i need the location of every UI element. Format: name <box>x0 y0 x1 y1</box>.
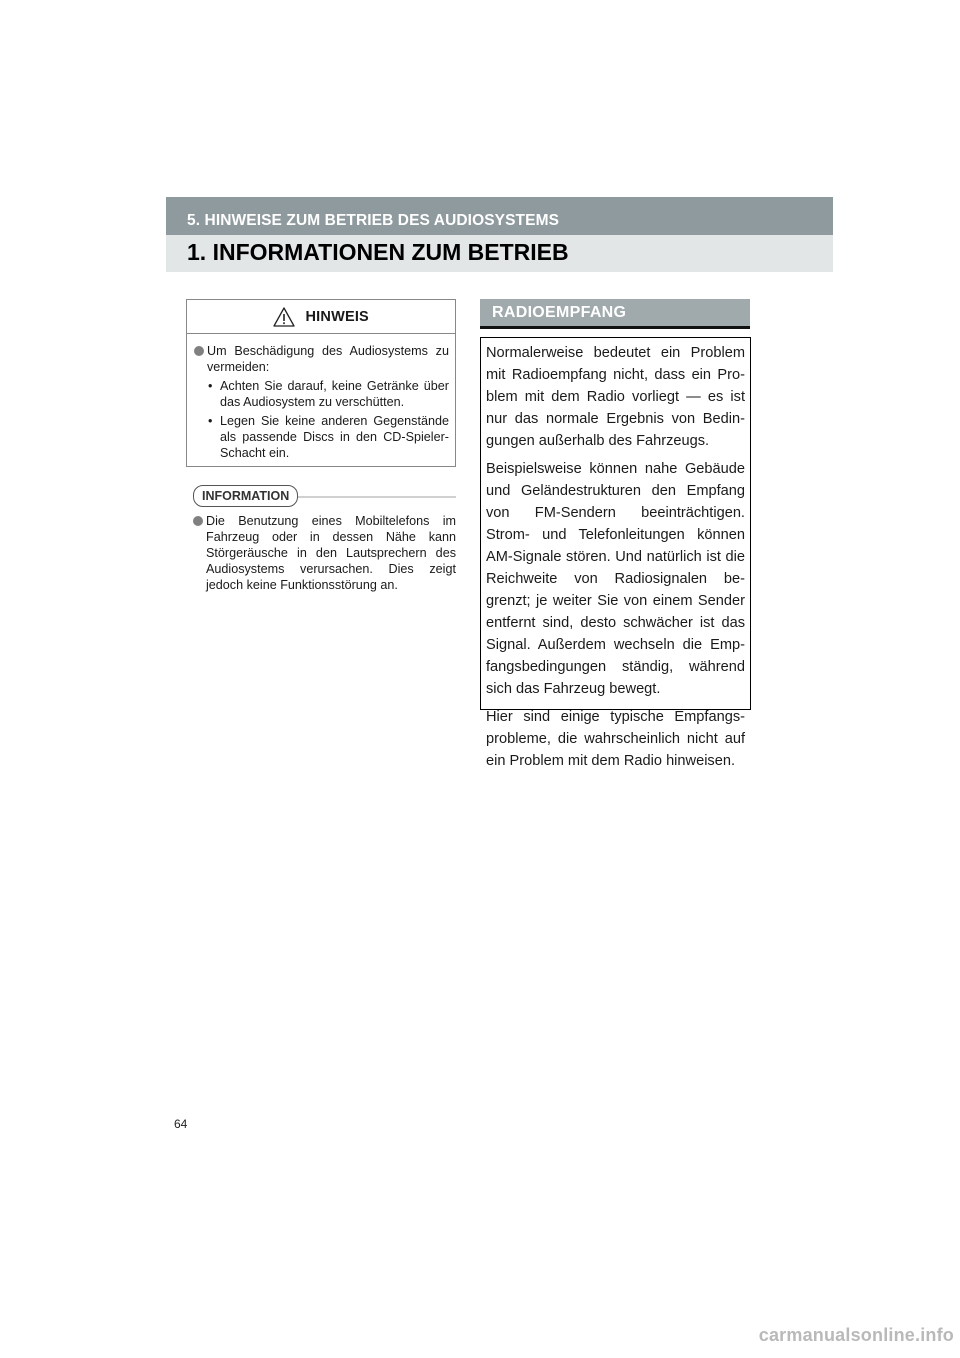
radioempfang-paragraph: Beispielsweise können nahe Gebäude und Geländestrukturen den Empfang von FM-Sendern beeinträchtigen. Strom- und Telefonleitungen können AM-Signale stören. Und natürlich ist die Reichweite von Radiosignalen begrenzt; je weiter Sie von einem Sender entfernt sind, desto schwächer ist das Signal. Außerdem wechseln die Empfangsbedingungen ständig, während sich das Fahrzeug bewegt. <box>486 461 745 697</box>
chapter-header-bar <box>166 197 833 235</box>
sub-bullet-marker: • <box>208 414 213 428</box>
radioempfang-rule <box>480 326 750 329</box>
hinweis-sub-item-text: Achten Sie darauf, keine Getränke über das Audiosystem zu verschütten. <box>220 379 449 409</box>
bullet-dot-icon <box>194 346 204 356</box>
sub-bullet-marker: • <box>208 379 213 393</box>
radioempfang-body <box>486 342 745 778</box>
radioempfang-paragraph: Hier sind einige typische Empfangsprobleme, die wahrscheinlich nicht auf ein Problem mit dem Radio hinweisen. <box>486 709 745 769</box>
radioempfang-box <box>480 337 751 769</box>
radioempfang-title: RADIOEMPFANG <box>492 304 627 321</box>
page-number: 64 <box>174 1117 188 1131</box>
hinweis-bullet <box>194 343 449 375</box>
hinweis-intro: Um Beschädigung des Audiosystems zu vermeiden: <box>207 344 449 374</box>
section-title: 1. INFORMATIONEN ZUM BETRIEB <box>187 239 569 265</box>
section-header-bar <box>166 235 833 272</box>
information-text: Die Benutzung eines Mobiltelefons im Fahrzeug oder in dessen Nähe kann Störgeräusche in den Lautsprechern des Audiosystems verursachen. Dies zeigt jedoch keine Funktionsstörung an. <box>206 514 456 592</box>
hinweis-box <box>186 299 456 467</box>
hinweis-body <box>194 343 449 461</box>
hinweis-sub-item <box>194 413 449 461</box>
hinweis-title: HINWEIS <box>305 309 369 325</box>
hinweis-header <box>187 307 455 329</box>
hinweis-sub-item-text: Legen Sie keine anderen Gegenstände als passende Discs in den CD-Spieler-Schacht ein. <box>220 414 449 460</box>
radioempfang-header <box>480 299 750 326</box>
information-badge: INFORMATION <box>193 485 298 507</box>
hinweis-sub-item <box>194 378 449 410</box>
chapter-title: 5. HINWEISE ZUM BETRIEB DES AUDIOSYSTEMS <box>187 212 560 229</box>
bullet-dot-icon <box>193 516 203 526</box>
hinweis-divider <box>187 333 455 334</box>
radioempfang-paragraph: Normalerweise bedeutet ein Problem mit Radioempfang nicht, dass ein Problem mit dem Radio vorliegt — es ist nur das normale Ergebnis von Bedingungen außerhalb des Fahrzeugs. <box>486 345 745 449</box>
watermark: carmanualsonline.info <box>758 1325 954 1345</box>
information-body <box>193 513 456 593</box>
information-bullet <box>193 513 456 593</box>
warning-triangle-icon <box>273 307 295 327</box>
